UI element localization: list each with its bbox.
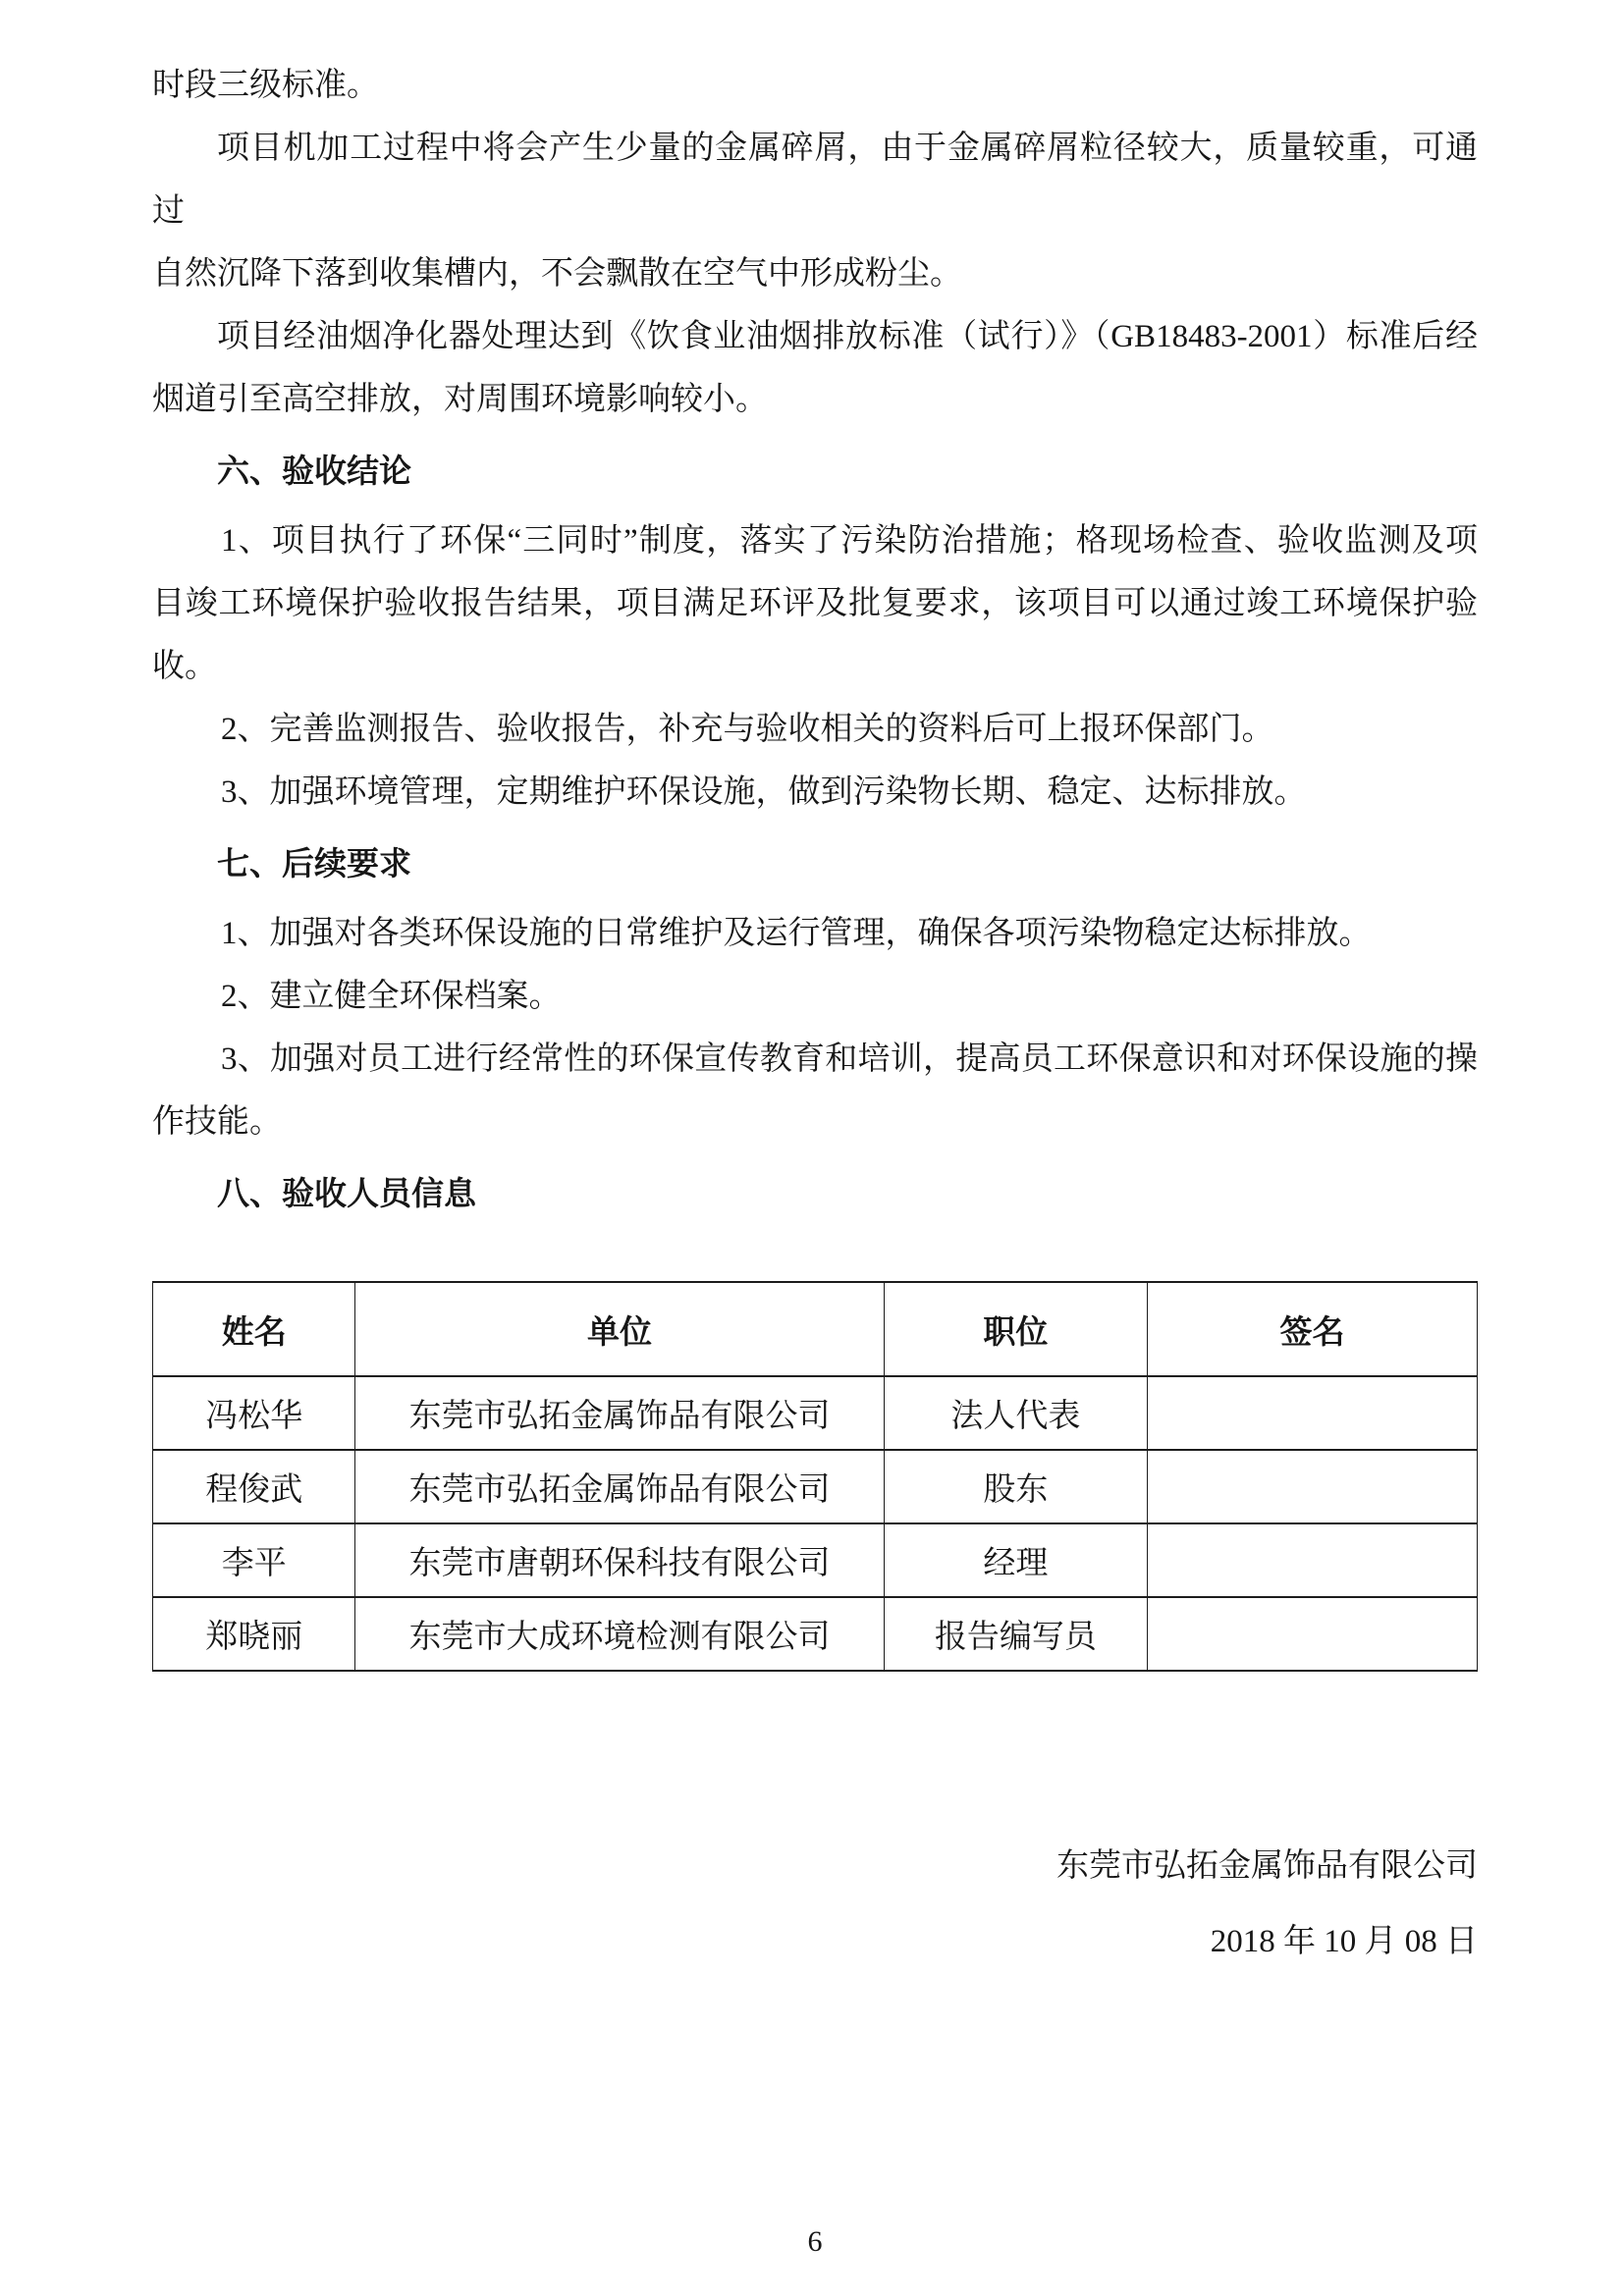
personnel-table <box>152 1281 1478 1672</box>
para-fume-line2: 烟道引至高空排放，对周围环境影响较小。 <box>152 382 768 417</box>
heading-section-6-conclusion: 六、验收结论 <box>217 454 411 490</box>
cell-name: 郑晓丽 <box>153 1597 355 1671</box>
item-conclusion-2: 2、完善监测报告、验收报告，补充与验收相关的资料后可上报环保部门。 <box>221 712 1274 747</box>
table-header-row <box>153 1282 1478 1376</box>
item-followup-3-line1: 3、加强对员工进行经常性的环保宣传教育和培训，提高员工环保意识和对环保设施的操 <box>221 1041 1478 1077</box>
column-header-name: 姓名 <box>153 1282 355 1376</box>
table-row <box>153 1523 1478 1597</box>
cell-signature <box>1148 1450 1478 1523</box>
cell-org: 东莞市唐朝环保科技有限公司 <box>355 1523 884 1597</box>
item-followup-2: 2、建立健全环保档案。 <box>221 979 562 1014</box>
cell-title: 法人代表 <box>884 1376 1147 1450</box>
cell-org: 东莞市大成环境检测有限公司 <box>355 1597 884 1671</box>
item-conclusion-1-line2: 目竣工环境保护验收报告结果，项目满足环评及批复要求，该项目可以通过竣工环境保护验 <box>152 586 1478 621</box>
cell-title: 报告编写员 <box>884 1597 1147 1671</box>
cell-title: 经理 <box>884 1523 1147 1597</box>
item-conclusion-1-line1: 1、项目执行了环保“三同时”制度，落实了污染防治措施；格现场检查、验收监测及项 <box>221 523 1478 559</box>
table-row <box>153 1376 1478 1450</box>
para-standard-tail: 时段三级标准。 <box>152 68 379 103</box>
signature-date: 2018 年 10 月 08 日 <box>1210 1924 1478 1959</box>
cell-org: 东莞市弘拓金属饰品有限公司 <box>355 1450 884 1523</box>
column-header-sign: 签名 <box>1148 1282 1478 1376</box>
item-followup-1: 1、加强对各类环保设施的日常维护及运行管理，确保各项污染物稳定达标排放。 <box>221 916 1372 951</box>
cell-signature <box>1148 1597 1478 1671</box>
table-row <box>153 1450 1478 1523</box>
heading-section-8-personnel: 八、验收人员信息 <box>217 1177 476 1212</box>
para-metal-debris-line2: 自然沉降下落到收集槽内，不会飘散在空气中形成粉尘。 <box>152 256 962 292</box>
item-conclusion-1-line3: 收。 <box>152 649 217 684</box>
cell-signature <box>1148 1376 1478 1450</box>
para-metal-debris-line1: 项目机加工过程中将会产生少量的金属碎屑，由于金属碎屑粒径较大，质量较重，可通过 <box>152 131 1478 229</box>
column-header-title: 职位 <box>884 1282 1147 1376</box>
cell-title: 股东 <box>884 1450 1147 1523</box>
cell-name: 程俊武 <box>153 1450 355 1523</box>
signature-company: 东莞市弘拓金属饰品有限公司 <box>1056 1848 1478 1884</box>
column-header-org: 单位 <box>355 1282 884 1376</box>
item-followup-3-line2: 作技能。 <box>152 1104 282 1140</box>
item-conclusion-3: 3、加强环境管理，定期维护环保设施，做到污染物长期、稳定、达标排放。 <box>221 774 1307 810</box>
para-fume-line1: 项目经油烟净化器处理达到《饮食业油烟排放标准（试行）》（GB18483-2001）标准后经 <box>217 319 1478 354</box>
table-row <box>153 1597 1478 1671</box>
cell-signature <box>1148 1523 1478 1597</box>
cell-org: 东莞市弘拓金属饰品有限公司 <box>355 1376 884 1450</box>
heading-section-7-followup: 七、后续要求 <box>217 847 411 882</box>
cell-name: 冯松华 <box>153 1376 355 1450</box>
cell-name: 李平 <box>153 1523 355 1597</box>
page-number: 6 <box>807 2225 823 2258</box>
